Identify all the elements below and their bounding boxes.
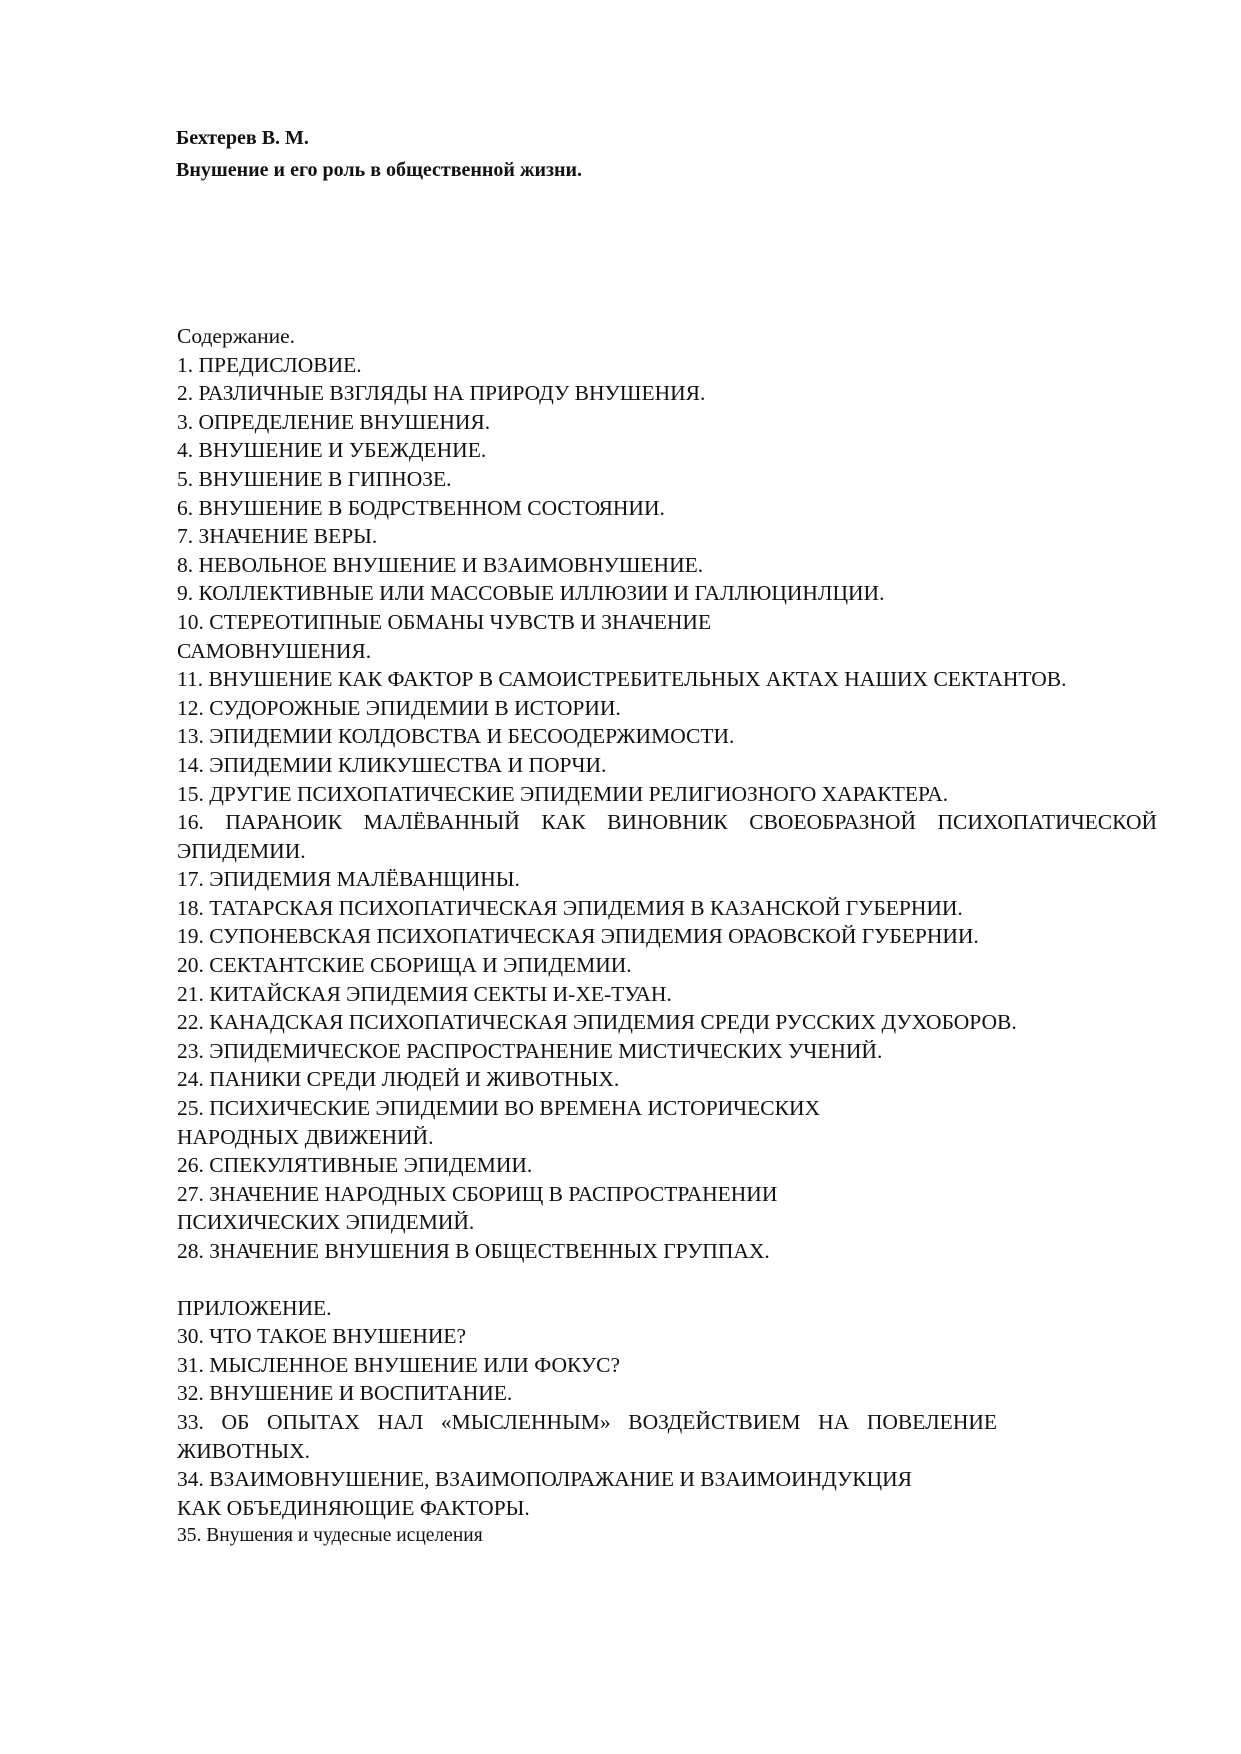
toc-item <box>177 1351 1157 1380</box>
toc-item <box>177 1408 997 1465</box>
author-name: Бехтерев В. М. <box>176 127 309 149</box>
toc-item-number: 20. <box>177 953 204 978</box>
toc-item-text: КИТАЙСКАЯ ЭПИДЕМИЯ СЕКТЫ И-ХЕ-ТУАН. <box>209 981 672 1006</box>
toc-item <box>177 980 1157 1009</box>
toc-item-text: ОПРЕДЕЛЕНИЕ ВНУШЕНИЯ. <box>198 409 491 434</box>
toc-item <box>177 465 1157 494</box>
appendix-label: ПРИЛОЖЕНИЕ. <box>177 1295 332 1320</box>
toc-item-number: 9. <box>177 581 194 606</box>
toc-item-text: ПАРАНОИК МАЛЁВАННЫЙ КАК ВИНОВНИК СВОЕОБРАЗНОЙ ПСИХОПАТИЧЕСКОЙ ЭПИДЕМИИ. <box>177 810 1158 863</box>
toc-item-number: 34. <box>177 1467 204 1492</box>
toc-item-text: ЭПИДЕМИИ КЛИКУШЕСТВА И ПОРЧИ. <box>209 752 607 777</box>
toc-item <box>177 894 1157 923</box>
toc-item-text: ЭПИДЕМИИ КОЛДОВСТВА И БЕСООДЕРЖИМОСТИ. <box>209 724 735 749</box>
toc-item-text: Внушения и чудесные исцеления <box>206 1525 483 1547</box>
toc-item <box>177 436 1157 465</box>
toc-item-text: ВНУШЕНИЕ КАК ФАКТОР В САМОИСТРЕБИТЕЛЬНЫХ АКТАХ НАШИХ СЕКТАНТОВ. <box>208 667 1067 692</box>
toc-item-number: 24. <box>177 1067 204 1092</box>
toc-item-number: 7. <box>177 524 194 549</box>
toc-item-continuation: ПСИХИЧЕСКИХ ЭПИДЕМИЙ. <box>177 1210 475 1235</box>
toc-item-text: ЭПИДЕМИЯ МАЛЁВАНЩИНЫ. <box>209 867 520 892</box>
toc-item-number: 35. <box>177 1525 202 1547</box>
toc-item-number: 3. <box>177 409 194 434</box>
toc-item-text: СТЕРЕОТИПНЫЕ ОБМАНЫ ЧУВСТВ И ЗНАЧЕНИЕ <box>209 609 712 634</box>
document-heading <box>176 122 582 186</box>
table-of-contents <box>177 322 1157 1551</box>
toc-item-text: СУДОРОЖНЫЕ ЭПИДЕМИИ В ИСТОРИИ. <box>209 695 621 720</box>
toc-item-number: 30. <box>177 1324 204 1349</box>
toc-item-text: ВНУШЕНИЕ В БОДРСТВЕННОМ СОСТОЯНИИ. <box>198 495 665 520</box>
toc-label: Содержание. <box>177 324 296 348</box>
toc-item <box>177 408 1157 437</box>
toc-item <box>177 1151 1157 1180</box>
toc-item <box>177 751 1157 780</box>
toc-item-text: ЗНАЧЕНИЕ НАРОДНЫХ СБОРИЩ В РАСПРОСТРАНЕНИИ <box>209 1181 778 1206</box>
toc-item-number: 16. <box>177 810 204 835</box>
toc-item <box>177 1180 1157 1209</box>
toc-item-number: 23. <box>177 1038 204 1063</box>
toc-item <box>177 1379 1157 1408</box>
toc-item <box>177 1094 1157 1123</box>
section-gap <box>177 1266 1157 1294</box>
toc-item-number: 6. <box>177 495 194 520</box>
toc-item <box>177 1322 1157 1351</box>
toc-item-number: 5. <box>177 466 194 491</box>
toc-item-number: 33. <box>177 1409 204 1434</box>
toc-item <box>177 494 1157 523</box>
toc-item-number: 8. <box>177 552 194 577</box>
toc-item-text: КАНАДСКАЯ ПСИХОПАТИЧЕСКАЯ ЭПИДЕМИЯ СРЕДИ РУССКИХ ДУХОБОРОВ. <box>209 1010 1017 1035</box>
toc-item-text: КОЛЛЕКТИВНЫЕ ИЛИ МАССОВЫЕ ИЛЛЮЗИИ И ГАЛЛЮЦИНЛЦИИ. <box>198 581 885 606</box>
toc-item-text: ВЗАИМОВНУШЕНИЕ, ВЗАИМОПОЛРАЖАНИЕ И ВЗАИМОИНДУКЦИЯ <box>209 1467 913 1492</box>
toc-item-text: СЕКТАНТСКИЕ СБОРИЩА И ЭПИДЕМИИ. <box>209 953 632 978</box>
toc-item <box>177 1065 1157 1094</box>
toc-item-text: РАЗЛИЧНЫЕ ВЗГЛЯДЫ НА ПРИРОДУ ВНУШЕНИЯ. <box>198 381 706 406</box>
toc-item-number: 25. <box>177 1096 204 1121</box>
toc-item-text: МЫСЛЕННОЕ ВНУШЕНИЕ ИЛИ ФОКУС? <box>209 1352 620 1377</box>
toc-item <box>177 551 1157 580</box>
toc-item <box>177 351 1157 380</box>
toc-item <box>177 608 1157 637</box>
toc-item-text: ЧТО ТАКОЕ ВНУШЕНИЕ? <box>209 1324 467 1349</box>
toc-item-number: 28. <box>177 1239 204 1263</box>
toc-item-number: 19. <box>177 924 204 949</box>
toc-item <box>177 665 1157 694</box>
toc-item-number: 1. <box>177 352 194 377</box>
toc-item-text: СУПОНЕВСКАЯ ПСИХОПАТИЧЕСКАЯ ЭПИДЕМИЯ ОРАОВСКОЙ ГУБЕРНИИ. <box>209 924 979 949</box>
toc-item <box>177 780 1157 809</box>
toc-item-text: ДРУГИЕ ПСИХОПАТИЧЕСКИЕ ЭПИДЕМИИ РЕЛИГИОЗНОГО ХАРАКТЕРА. <box>209 781 949 806</box>
toc-item <box>177 579 1157 608</box>
toc-item-text: ПРЕДИСЛОВИЕ. <box>198 352 362 377</box>
toc-item <box>177 1037 1157 1066</box>
toc-item-continuation: САМОВНУШЕНИЯ. <box>177 638 372 663</box>
book-title: Внушение и его роль в общественной жизни. <box>176 159 583 181</box>
toc-item-number: 32. <box>177 1381 204 1406</box>
toc-item-text: ПСИХИЧЕСКИЕ ЭПИДЕМИИ ВО ВРЕМЕНА ИСТОРИЧЕСКИХ <box>209 1096 821 1121</box>
toc-item <box>177 1465 1157 1494</box>
toc-item-text: ВНУШЕНИЕ И УБЕЖДЕНИЕ. <box>198 438 487 463</box>
toc-item-number: 14. <box>177 752 204 777</box>
toc-item-text: ОБ ОПЫТАХ НАЛ «МЫСЛЕННЫМ» ВОЗДЕЙСТВИЕМ НА ПОВЕЛЕНИЕ ЖИВОТНЫХ. <box>177 1409 998 1463</box>
toc-item-number: 17. <box>177 867 204 892</box>
toc-item-number: 21. <box>177 981 204 1006</box>
toc-item-number: 13. <box>177 724 204 749</box>
toc-item-number: 10. <box>177 609 204 634</box>
toc-item-number: 15. <box>177 781 204 806</box>
toc-item-number: 31. <box>177 1352 204 1377</box>
toc-item-text: ЭПИДЕМИЧЕСКОЕ РАСПРОСТРАНЕНИЕ МИСТИЧЕСКИХ УЧЕНИЙ. <box>209 1038 883 1063</box>
toc-item-number: 22. <box>177 1010 204 1035</box>
toc-item-number: 4. <box>177 438 194 463</box>
toc-item-number: 2. <box>177 381 194 406</box>
toc-item <box>177 865 1157 894</box>
toc-item-text: ВНУШЕНИЕ В ГИПНОЗЕ. <box>198 466 452 491</box>
toc-item <box>177 922 1157 951</box>
toc-item <box>177 1237 1157 1266</box>
toc-item <box>177 722 1157 751</box>
toc-item <box>177 1522 1157 1551</box>
toc-item-number: 12. <box>177 695 204 720</box>
toc-item-text: ЗНАЧЕНИЕ ВНУШЕНИЯ В ОБЩЕСТВЕННЫХ ГРУППАХ. <box>209 1239 770 1263</box>
toc-item <box>177 522 1157 551</box>
toc-item-text: ЗНАЧЕНИЕ ВЕРЫ. <box>198 524 378 549</box>
toc-item-text: ВНУШЕНИЕ И ВОСПИТАНИЕ. <box>209 1381 513 1406</box>
toc-item-continuation: НАРОДНЫХ ДВИЖЕНИЙ. <box>177 1124 434 1149</box>
toc-item-text: НЕВОЛЬНОЕ ВНУШЕНИЕ И ВЗАИМОВНУШЕНИЕ. <box>198 552 704 577</box>
toc-item-number: 18. <box>177 895 204 920</box>
toc-item <box>177 1008 1157 1037</box>
toc-item-text: ТАТАРСКАЯ ПСИХОПАТИЧЕСКАЯ ЭПИДЕМИЯ В КАЗАНСКОЙ ГУБЕРНИИ. <box>209 895 963 920</box>
toc-item <box>177 379 1157 408</box>
toc-item-number: 27. <box>177 1181 204 1206</box>
toc-item <box>177 951 1157 980</box>
toc-item <box>177 694 1157 723</box>
toc-item-number: 11. <box>177 667 204 692</box>
toc-item-number: 26. <box>177 1153 204 1178</box>
toc-item-continuation: КАК ОБЪЕДИНЯЮЩИЕ ФАКТОРЫ. <box>177 1495 530 1520</box>
toc-item-text: СПЕКУЛЯТИВНЫЕ ЭПИДЕМИИ. <box>209 1153 533 1178</box>
toc-item <box>177 808 1157 865</box>
toc-item-text: ПАНИКИ СРЕДИ ЛЮДЕЙ И ЖИВОТНЫХ. <box>209 1067 620 1092</box>
